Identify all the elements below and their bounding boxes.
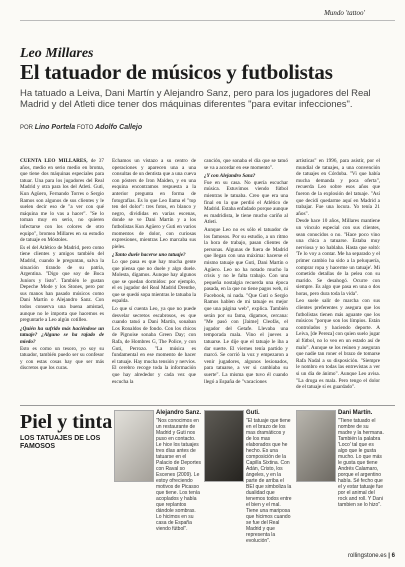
paragraph: Lo que sí cuenta Leo, ya que no puede desvelar secretos escabrosos, es que cuando tatuó a Dani Martín, sonaban Los Ronaldos de fondo. Con los chicos de Pignoise sonaba Green Day; con Rafa, de Hombres G, The Police, y con Guti, Perrozo. "La música es fundamental en ese momento de hacer el tatuaje. Hay mucha tensión y nervios. El cerebro recoge toda la información que hay alrededor y cada vez que escucha la [112,306,196,385]
article-title: El tatuador de músicos y futbolistas [20,60,333,84]
article-column-4 [296,158,380,392]
celebrity-name: Dani Martín. [338,410,373,416]
interview-question: ¿Tanto duele hacerse uno tatuaje? [112,252,186,259]
footer-site: rollingstone.es [347,553,387,559]
byline [20,124,142,131]
paragraph: artísticas" en 1996, para asistir, por el mundial de tatuajes, a una convención de tatuajes en Córdoba. "Vi que había mucha demanda y poca oferta", recuerda Leo sobre esos años que fueron de la explosión del tatuaje. "Así que decidí quedarme aquí en Madrid a trabajar. Fue una locura. Yo tenía 21 años". [296,158,380,217]
tattoo-photo [114,410,154,482]
page-number: 6 [391,553,395,559]
article-column-3 [204,158,288,386]
byline-label: POR [20,125,34,131]
tattoo-description: "Nos conocimos en un restaurante de Madrid y Guti nos puso en contacto. Le hice los tatuajes tres días antes de tatuarse en el Palacio de Deportes con Raval so Escenes (2009). Le estoy ofreciendo motivos de Picasso que tiene. Los tenía acoplados y había que replantos dándole sombras. Lo hicimos en su casa de España viendo fútbol". [156,418,202,532]
author-name: Lino Portela [34,124,76,131]
lead-in: CUENTA LEO MILLARES, [20,158,88,164]
tattoo-card-guti [204,410,292,552]
paragraph: Fue en su casa. No quería escuchar música. Estuvimos viendo fútbol mientras le tatuaba. Creo que era una final en la que perdió el Atlético de Madrid. Estaba enfadado porque aunque es madridista, le tiene mucho cariño al Atleti. [204,179,288,226]
paragraph: canción, que sonaba el día que se tatuó se va a acordar en ese momento". [204,158,288,171]
sidebar-subtitle: LOS TATUAJES DE LOS FAMOSOS [20,435,101,450]
article-kicker: Leo Millares [20,46,94,61]
interview-question: ¿Quién ha sufrido más haciéndose un tatuaje? ¿Alguno se ha rajado de miedo? [20,325,104,346]
page-footer: rollingstone.es | 6 [347,553,395,559]
tattoo-photo [204,410,244,482]
interview-question: ¿Y con Alejandro Sanz? [204,173,256,180]
paragraph: Desde hace 10 años, Millares mantiene un vínculo especial con sus clientes, sean conocidos o no. "Hace poco vino una chica a tatuarse. Estaba muy nerviosa y no hablaba. Hasta que soltó: 'Te lo voy a contar. Me ha separado y el primer cambio ha sido a la peluquería, comprar ropa y hacerme un tatuaje'. Mi cometido detallas de la pelea con su marido. Se desahogó. Ocurre con siempre. Es algo que pasa en una o dos horas, pero dura toda la vida". [296,218,380,297]
sidebar-rule [20,405,395,406]
celebrity-name: Alejandro Sanz. [156,410,202,416]
paragraph: Aunque Leo no es sólo el tatuador de los famosos. Por su estudio, a un ritmo la hora de trabajo, pasan clientes de personas. Algunas de fuera de Madrid que llegan con una máxima: hacerse el mismo tatuaje que Guti, Dani Martín o Agüero. Leo no ha notado mucho la crisis y no le falta trabajo. Con una pequeña nostalgia recuerda una época pasada, en la que no tiene pagos web, ni Facebook, ni nada. "Que Guti o Sergio Ramos hablen de mi tatuaje es mejor que una página web", explica. También serán por su fama, digamos, cercana: "Me pasó con [Jaime] Cleofás, el jugador del Getafe. Llevaba una temporada mala. Vino el jueves a tatuarse. Le dije que el tatuaje le iba a dar suerte. El viernes tenía partido y marcó. Se corrió la voz y empezaron a venir jugadores, algunos lesionados, para tatuarse, a ver si cambiaba su suerte". La misma que tuvo él cuando llegó a España de "vacaciones [204,226,288,385]
photographer-name: Adolfo Callejo [95,124,143,131]
article-deck: Ha tatuado a Leiva, Dani Martín y Alejandro Sanz, pero para los jugadores del Real Madrid y del Atleti dice tener dos máquinas diferentes "para evitar infecciones". [20,88,371,110]
section-tag: Mundo 'tattoo' [324,9,365,17]
sidebar-title: Piel y tinta [20,411,113,433]
article-column-2 [112,158,196,386]
paragraph: Lo que pasa es que hay mucha gente que piensa que no duele y algo duele. Molesta, digamos. Aunque hay algunos que se quedan dormidos: por ejemplo, el ex jugador del Real Madrid Drenthe, que se quedó sopa mientras le tatuaba la espalda. [112,258,196,305]
paragraph: Esto es como un tesoro, yo soy su tatuador, también puedo ser su confesor y con estas cosas hay que ser más discretos que los curas. [20,345,104,372]
paragraph: Es el del Atlético de Madrid, pero como tiene clientes y amigos también del Madrid, cuando le preguntan, salva la situación tirando de su patria, Argentina. "Digo que soy de Boca Juniors y listo". También le gustan Depeche Mode y los Stones, pero por sus manos han pasado músicos como Dani Martín o Alejandro Sanz. Con todos conserva una buena amistad, aunque no le importa que hacemos es preguntarle a Leo algún cotilleo. [20,244,104,324]
celebrity-name: Guti. [246,410,260,416]
tattoo-photo [296,410,336,482]
tattoo-description: "El tatuaje que tiene en el brazo de los mas dramáticos y de los mas elaborados que he hecho. Es una composición de la Capilla Sixtina. Con Adán, Cristo, los ángeles, y en la parte de arriba el BEI que simboliza la dualidad que tenemos todos entre el bien y el mal. Tiene una mariposa que hicimos cuando se fue del Real Madrid y que representa la evolución". [246,418,292,544]
tattoo-card-alejandro-sanz [114,410,202,552]
top-rule [20,20,395,21]
paragraph: Leo suele salir de marcha con sus clientes preferentes y asegura que los futbolistas tienen más aguante que los músicos "porque son los límpios. Están controlados y haciendo deporte. A Leiva, [de Pereza] con quien suelo jugar al fútbol, no lo veo en un estado así de malo". Aunque se los reúnen y aseguran que nadie tan roner el brazo de tomarse Rafa Nadal a su disposición. "Siempre le nombro en todas las entrevistas a ver si un día de ánimo". Aunque Leo avisa. "La droga es mala. Pero tengo el dolor de el tatuaje sí es guardado". [296,298,380,391]
paragraph: Echamos un vistazo a su centro de operaciones y aparecen una a una consultas de un dentista que a una cueva con pósters de Iron Maiden, y en una esquina encontramos respuesta a la anterior pregunta en forma de fotografías. Es lo que Leo llama el "top ten del dolor": tres fotos, en blanco y negro, divididas en varias escenas, donde se ve Dani Martín y a los futbolistas Kun Agüero y Guti en varios momentos de dolor, con curiosas expresiones, mientras Leo marcaba sus pieles. [112,158,196,250]
tattoo-description: "Tiene tatuado el nombre de su madre y la hermana. También la palabra 'Loco' tal que es algo que le gusta mucho. Lo que más le gusta que tiene Andrés Calamaro, porque el argentino había. Sé fecho que el y estar tatuaje fue por el animal del rock and roll. Y Dani tambien se lo hizo". [338,418,384,508]
paragraph: de 37 años, medio en serio medio en broma, que tiene dos máquinas especiales para tatuar. Una para los jugadores del Real Madrid y otra para los del Atleti. Guti, Kun Agüero, Fernando Torres o Sergio Ramos son algunos de sus clientes y le suelen decir eso de "a ver con qué máquina me lo vas a hacer". "Se lo toman muy en serio, no quieren infectarse con los colores de otro equipo", bromea Millares en su estudio de tatuaje en Móstoles. [20,158,104,244]
article-column-1 [20,158,104,373]
photo-label: FOTO [76,125,94,131]
tattoo-card-dani-martin [296,410,384,552]
